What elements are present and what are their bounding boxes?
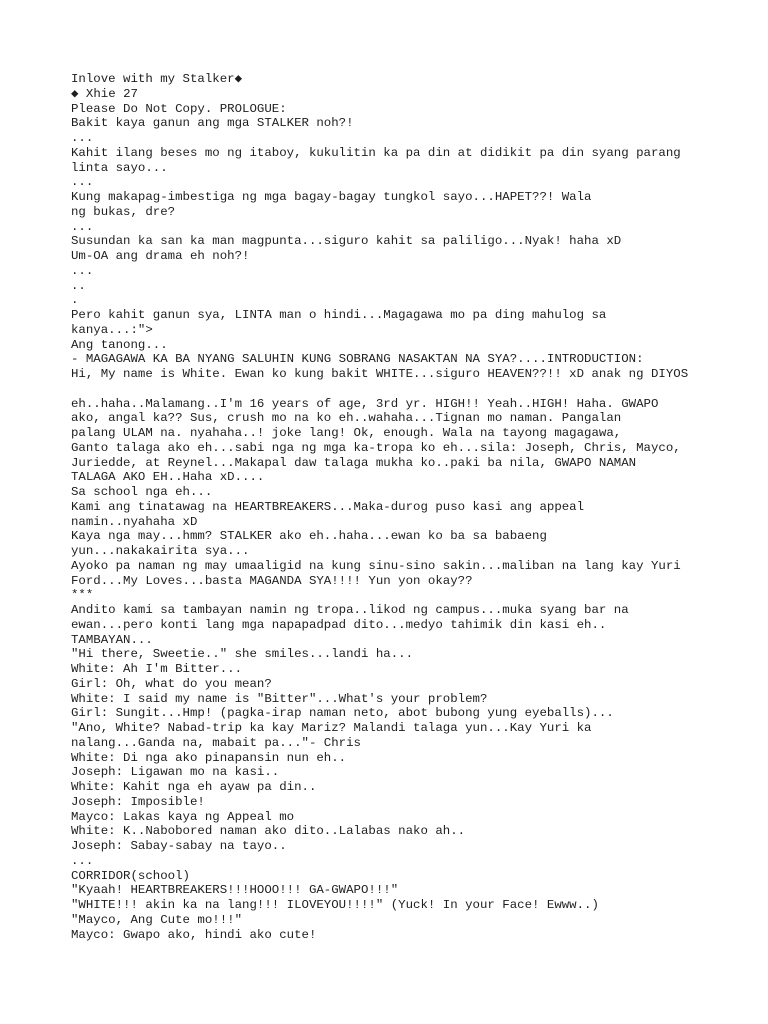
text-line: White: K..Nabobored naman ako dito..Lalabas nako ah.. [71,824,466,839]
text-line: kanya...:"> [71,322,153,337]
text-line: *** [71,588,94,603]
text-line: ... [71,853,94,868]
text-line: TAMBAYAN... [71,632,153,647]
text-line: "Hi there, Sweetie.." she smiles...landi ha... [71,647,414,662]
text-line: TALAGA AKO EH..Haha xD.... [71,470,265,485]
document-title: Inlove with my Stalker◆ [71,72,243,86]
text-line: linta sayo... [71,160,168,175]
text-line: Kaya nga may...hmm? STALKER ako eh..haha...ewan ko ba sa babaeng [71,529,547,544]
text-line: Andito kami sa tambayan namin ng tropa..likod ng campus...muka syang bar na [71,603,629,617]
text-line: nalang...Ganda na, mabait pa..."- Chris [71,735,361,750]
text-line: Please Do Not Copy. PROLOGUE: [71,101,287,116]
text-line: Mayco: Gwapo ako, hindi ako cute! [71,927,317,942]
text-line: "Ano, White? Nabad-trip ka kay Mariz? Malandi talaga yun...Kay Yuri ka [71,721,592,735]
text-line: Girl: Sungit...Hmp! (pagka-irap naman neto, abot bubong yung eyeballs)... [71,706,614,721]
text-line: ... [71,175,94,190]
text-line: palang ULAM na. nyahaha..! joke lang! Ok, enough. Wala na tayong magagawa, [71,426,622,440]
text-line: namin..nyahaha xD [71,514,198,529]
text-line: ◆ Xhie 27 [71,86,138,101]
text-line: eh..haha..Malamang..I'm 16 years of age, 3rd yr. HIGH!! Yeah..HIGH! Haha. GWAPO [71,396,659,411]
text-line: Juriedde, at Reynel...Makapal daw talaga mukha ko..paki ba nila, GWAPO NAMAN [71,455,637,470]
text-line: Ayoko pa naman ng may umaaligid na kung sinu-sino sakin...maliban na lang kay Yuri [71,558,681,573]
text-line: Kami ang tinatawag na HEARTBREAKERS...Maka-durog puso kasi ang appeal [71,499,585,514]
text-line: Hi, My name is White. Ewan ko kung bakit WHITE...siguro HEAVEN??!! xD anak ng DIYOS [71,367,689,381]
text-line: .. [71,278,86,293]
text-line: Kahit ilang beses mo ng itaboy, kukulitin ka pa din at didikit pa din syang parang [71,145,681,160]
text-line: - MAGAGAWA KA BA NYANG SALUHIN KUNG SOBRANG NASAKTAN NA SYA?....INTRODUCTION: [71,352,644,367]
text-line: Susundan ka san ka man magpunta...siguro kahit sa paliligo...Nyak! haha xD [71,234,622,249]
text-line: Um-OA ang drama eh noh?! [71,249,250,263]
text-line [71,382,751,397]
text-line: White: I said my name is "Bitter"...What's your problem? [71,691,488,706]
text-line: ... [71,263,94,278]
text-line: yun...nakakairita sya... [71,544,250,558]
text-line: Ganto talaga ako eh...sabi nga ng mga ka-tropa ko eh...sila: Joseph, Chris, Mayco, [71,440,681,455]
text-line: Ang tanong... [71,337,168,352]
text-line: ... [71,131,94,145]
text-line: White: Ah I'm Bitter... [71,662,243,676]
text-line: Pero kahit ganun sya, LINTA man o hindi...Magagawa mo pa ding mahulog sa [71,308,607,322]
text-line: "Mayco, Ang Cute mo!!!" [71,912,243,927]
text-line: Kung makapag-imbestiga ng mga bagay-bagay tungkol sayo...HAPET??! Wala [71,190,592,204]
text-line: Joseph: Ligawan mo na kasi.. [71,765,280,780]
text-line: White: Kahit nga eh ayaw pa din.. [71,780,317,794]
text-line: ako, angal ka?? Sus, crush mo na ko eh..wahaha...Tignan mo naman. Pangalan [71,411,622,426]
text-line: ng bukas, dre? [71,204,176,219]
text-line: Joseph: Sabay-sabay na tayo.. [71,839,287,853]
document-body [71,72,751,942]
text-line: Joseph: Imposible! [71,794,205,809]
text-line: White: Di nga ako pinapansin nun eh.. [71,750,347,765]
text-line: Sa school nga eh... [71,485,213,499]
text-line: CORRIDOR(school) [71,868,190,883]
text-line: "WHITE!!! akin ka na lang!!! ILOVEYOU!!!!" (Yuck! In your Face! Ewww..) [71,898,599,912]
text-line: ewan...pero konti lang mga napapadpad dito...medyo tahimik din kasi eh.. [71,617,607,632]
text-line: "Kyaah! HEARTBREAKERS!!!HOOO!!! GA-GWAPO!!!" [71,883,399,898]
text-line: Girl: Oh, what do you mean? [71,676,272,691]
text-line: Ford...My Loves...basta MAGANDA SYA!!!! Yun yon okay?? [71,573,473,588]
text-line: ... [71,219,94,234]
text-line: Bakit kaya ganun ang mga STALKER noh?! [71,116,354,131]
text-line: . [71,293,79,308]
text-line: Mayco: Lakas kaya ng Appeal mo [71,809,295,824]
